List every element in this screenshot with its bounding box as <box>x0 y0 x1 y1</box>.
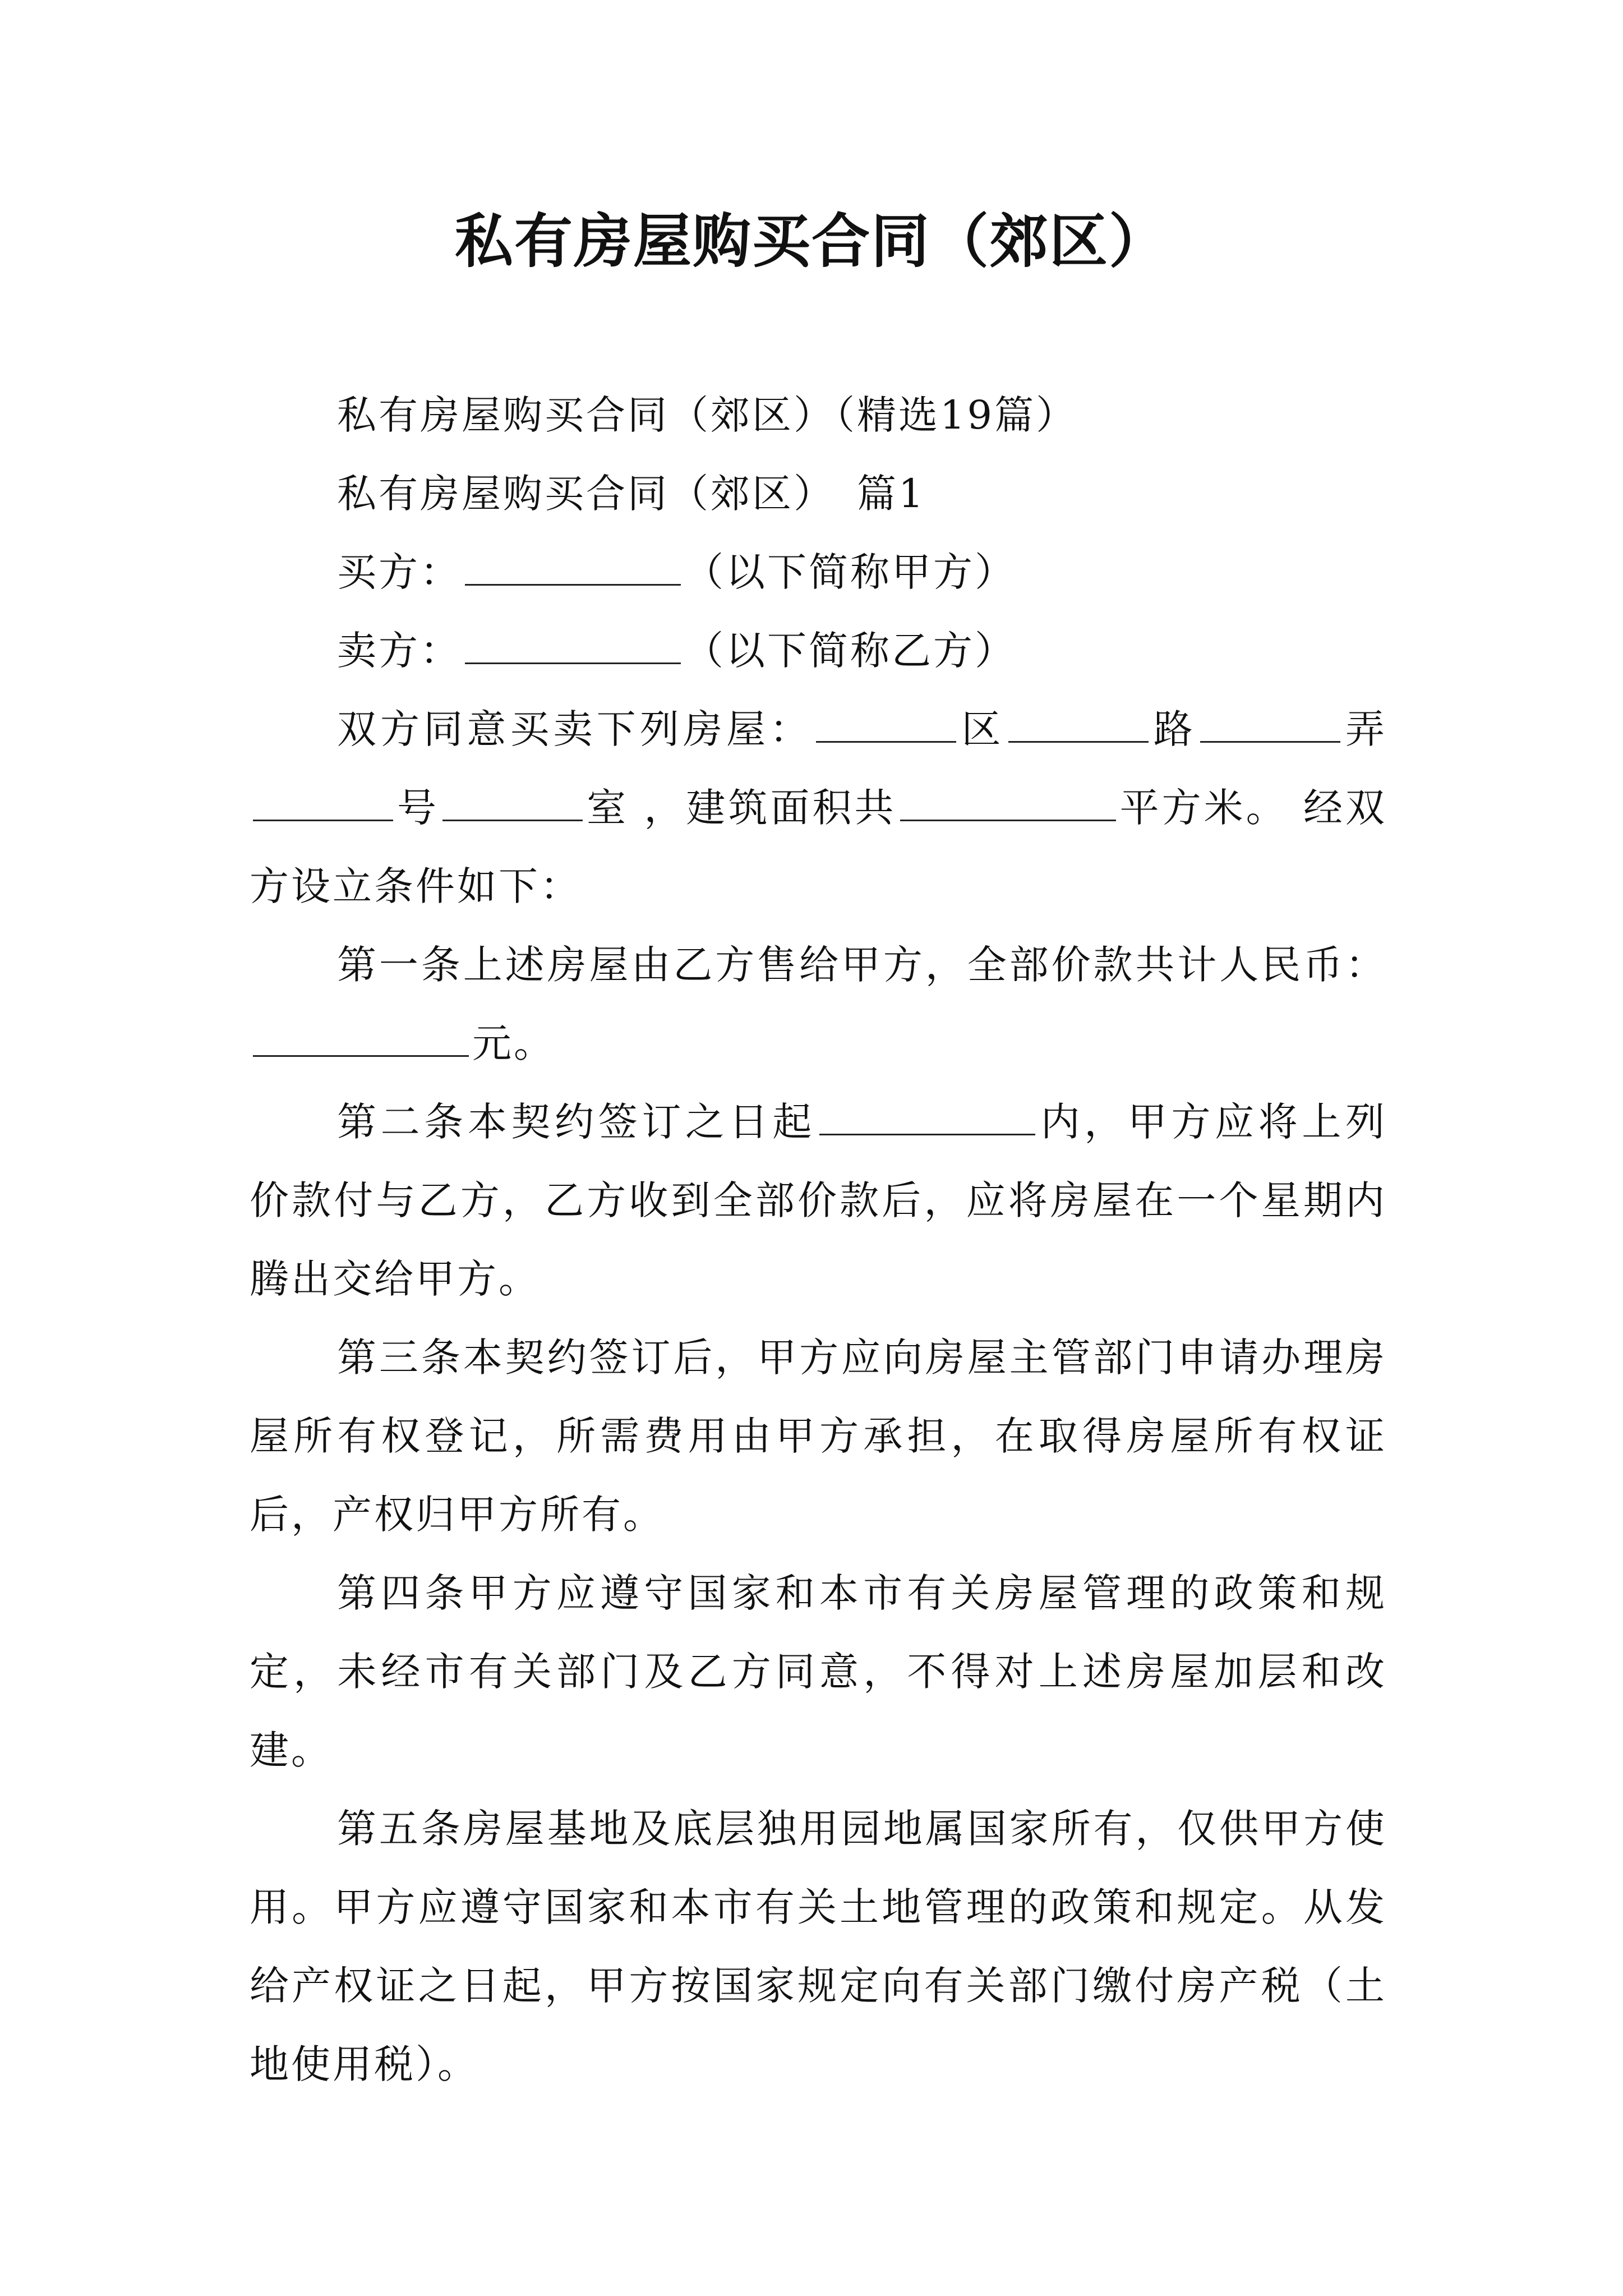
clause-2-suffix: 内，甲方应将上列价款付与乙方，乙方收到全部价款后，应将房屋在一个星期内腾出交给甲方。 <box>250 1099 1387 1302</box>
property-paragraph <box>250 690 1387 926</box>
clause-1-unit: 元。 <box>472 1020 555 1066</box>
collection-title: 私有房屋购买合同（郊区）（精选19篇） <box>337 392 1078 438</box>
road-blank <box>1008 702 1149 743</box>
period-blank <box>819 1094 1035 1135</box>
seller-blank <box>465 623 681 664</box>
number-label: 号 <box>396 785 440 831</box>
buyer-line <box>250 533 1387 611</box>
section-heading: 私有房屋购买合同（郊区） 篇1 <box>337 471 926 517</box>
room-blank <box>442 780 583 821</box>
clause-5: 第五条房屋基地及底层独用园地属国家所有，仅供甲方使用。甲方应遵守国家和本市有关土地管理的政策和规定。从发给产权证之日起，甲方按国家规定向有关部门缴付房产税（土地使用税）。 <box>250 1806 1387 2087</box>
number-blank <box>253 780 393 821</box>
area-suffix: 平方米。 经双方设立条件如下： <box>250 785 1387 909</box>
district-label: 区 <box>960 706 1005 752</box>
clause-2-prefix: 第二条本契约签订之日起 <box>337 1099 816 1145</box>
price-blank <box>253 1016 469 1057</box>
clause-1 <box>250 926 1387 1083</box>
seller-label: 卖方： <box>337 628 462 674</box>
seller-line <box>250 611 1387 690</box>
clause-3: 第三条本契约签订后，甲方应向房屋主管部门申请办理房屋所有权登记，所需费用由甲方承担，在取得房屋所有权证后，产权归甲方所有。 <box>250 1335 1387 1538</box>
clause-4: 第四条甲方应遵守国家和本市有关房屋管理的政策和规定，未经市有关部门及乙方同意，不得对上述房屋加层和改建。 <box>250 1570 1387 1773</box>
document-body <box>250 376 1387 2104</box>
property-intro: 双方同意买卖下列房屋： <box>337 706 813 752</box>
lane-label: 弄 <box>1343 706 1387 752</box>
room-label: 室 <box>586 785 629 831</box>
clause-1-text: 第一条上述房屋由乙方售给甲方，全部价款共计人民币： <box>337 942 1387 988</box>
area-blank <box>900 780 1116 821</box>
seller-note: （以下简称乙方） <box>684 628 1016 674</box>
buyer-label: 买方： <box>337 549 462 595</box>
buyer-note: （以下简称甲方） <box>684 549 1016 595</box>
area-prefix: ，建筑面积共 <box>629 785 897 831</box>
district-blank <box>816 702 956 743</box>
buyer-blank <box>465 545 681 586</box>
road-label: 路 <box>1151 706 1197 752</box>
lane-blank <box>1200 702 1340 743</box>
document-title: 私有房屋购买合同（郊区） <box>454 206 1168 275</box>
clause-2 <box>250 1083 1387 1318</box>
